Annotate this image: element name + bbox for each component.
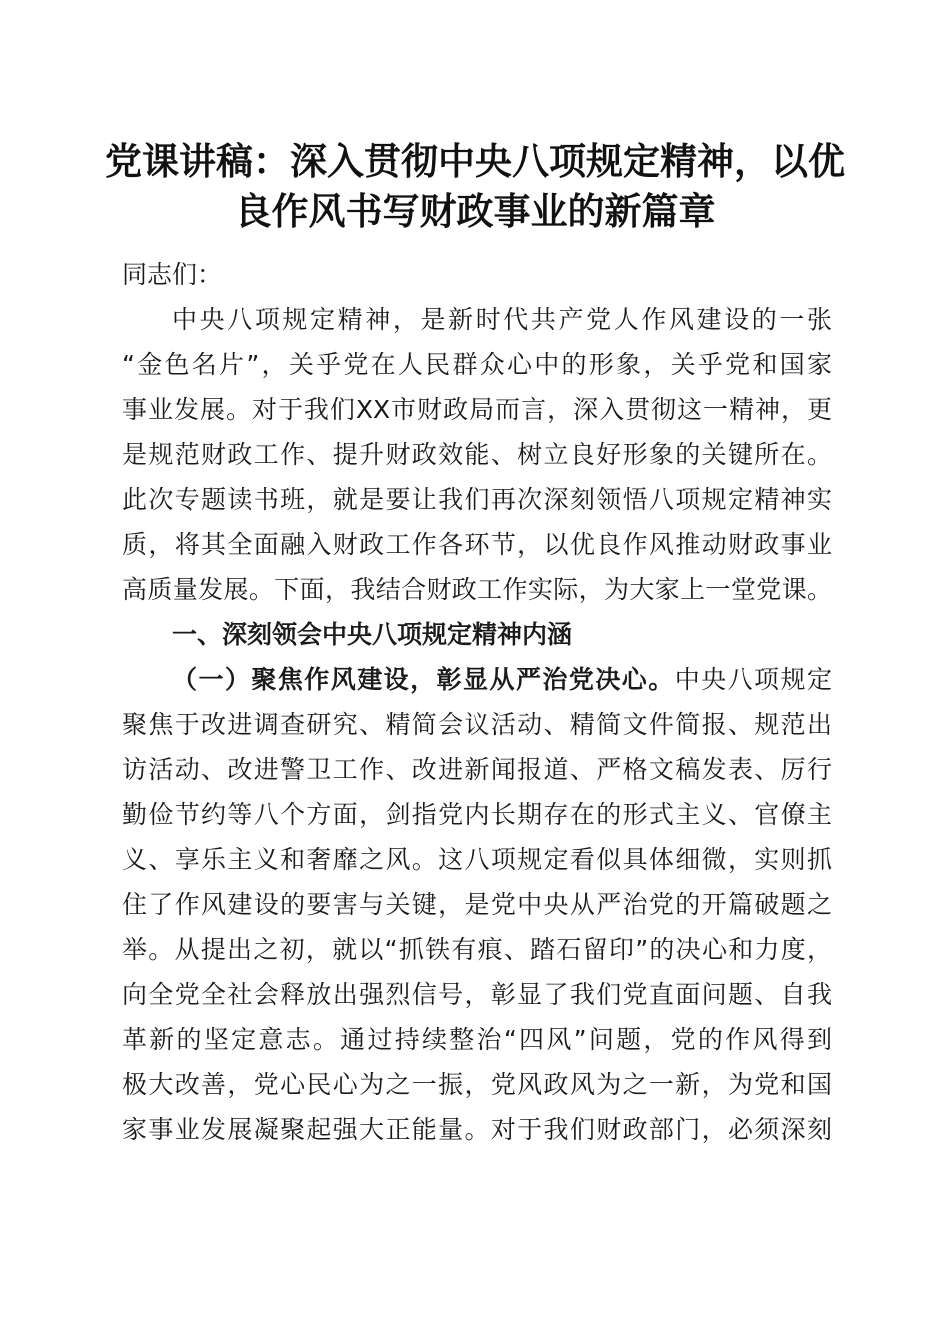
section-1-heading: 一、深刻领会中央八项规定精神内涵 [172,620,573,649]
paragraph-1-line: 事业发展。对于我们XX市财政局而言，深入贯彻这一精神，更 [122,395,832,424]
document-title [100,136,850,236]
paragraph-1-line: 此次专题读书班，就是要让我们再次深刻领悟八项规定精神实 [122,485,832,514]
paragraph-2-line: 聚焦于改进调查研究、精简会议活动、精简文件简报、规范出 [122,710,832,739]
document-body [122,252,832,1152]
salutation: 同志们： [122,260,223,289]
title-line-2: 良作风书写财政事业的新篇章 [234,189,716,233]
paragraph-2-line: 举。从提出之初，就以“抓铁有痕、踏石留印”的决心和力度， [122,935,832,964]
subsection-1-first-line-text: 中央八项规定 [674,665,832,694]
paragraph-2-line: 勤俭节约等八个方面，剑指党内长期存在的形式主义、官僚主 [122,800,832,829]
subsection-1-heading: （一）聚焦作风建设，彰显从严治党决心。 [172,665,675,694]
paragraph-2-line: 访活动、改进警卫工作、改进新闻报道、严格文稿发表、厉行 [122,755,832,784]
paragraph-2-line: 义、享乐主义和奢靡之风。这八项规定看似具体细微，实则抓 [122,845,832,874]
paragraph-1-line: “金色名片”，关乎党在人民群众心中的形象，关乎党和国家 [122,350,832,379]
paragraph-2-line: 家事业发展凝聚起强大正能量。对于我们财政部门，必须深刻 [122,1115,832,1144]
paragraph-2-line: 向全党全社会释放出强烈信号，彰显了我们党直面问题、自我 [122,980,832,1009]
subsection-1-first-line [122,657,832,702]
paragraph-2-line: 极大改善，党心民心为之一振，党风政风为之一新，为党和国 [122,1070,832,1099]
paragraph-2-line: 住了作风建设的要害与关键，是党中央从严治党的开篇破题之 [122,890,832,919]
paragraph-1-line: 质，将其全面融入财政工作各环节，以优良作风推动财政事业 [122,530,832,559]
paragraph-1-line: 高质量发展。下面，我结合财政工作实际，为大家上一堂党课。 [122,575,832,604]
title-line-1: 党课讲稿：深入贯彻中央八项规定精神，以优 [105,139,845,183]
paragraph-2-line: 革新的坚定意志。通过持续整治“四风”问题，党的作风得到 [122,1025,832,1054]
paragraph-1-line: 中央八项规定精神，是新时代共产党人作风建设的一张 [172,305,832,334]
paragraph-1-line: 是规范财政工作、提升财政效能、树立良好形象的关键所在。 [122,440,832,469]
